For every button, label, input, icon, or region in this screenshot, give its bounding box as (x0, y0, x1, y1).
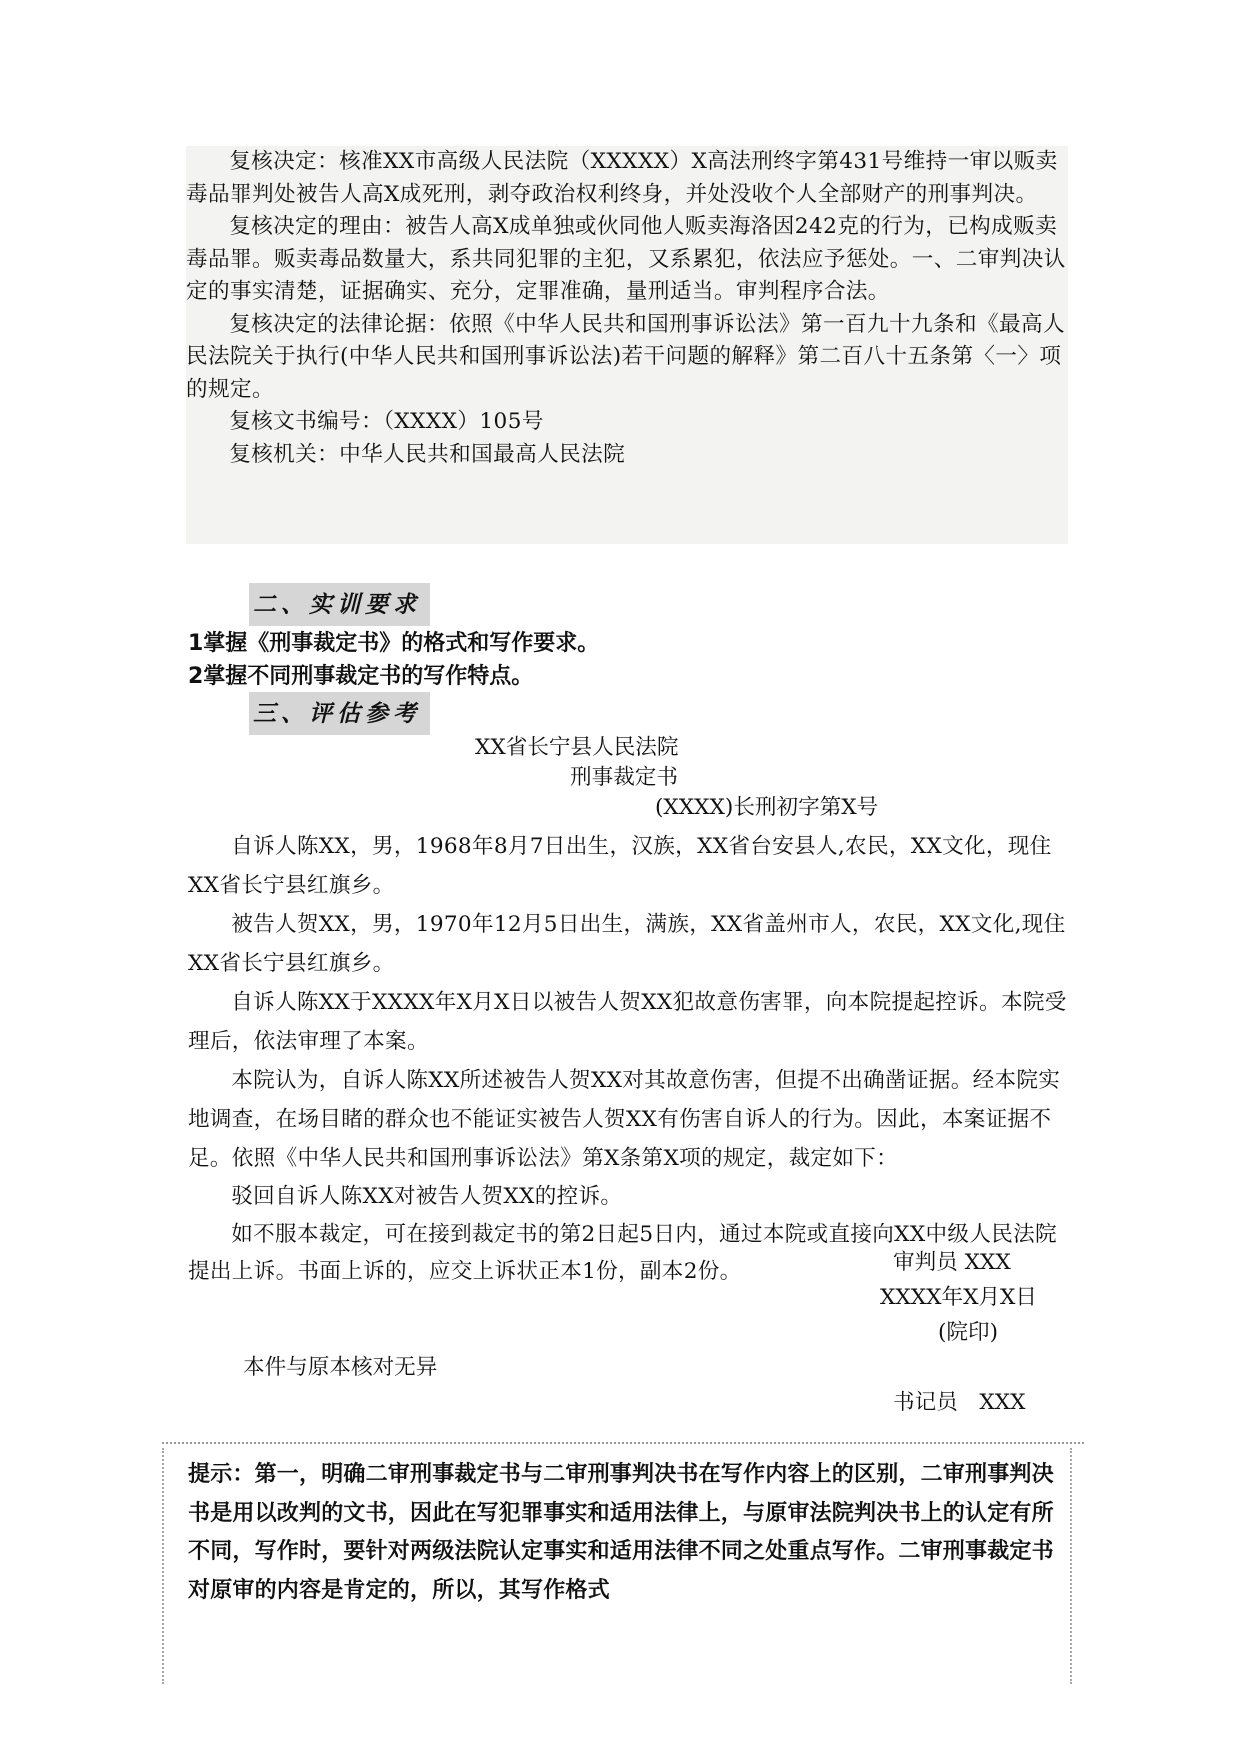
ruling-paragraph: 驳回自诉人陈XX对被告人贺XX的控诉。 (231, 1184, 623, 1209)
requirement-item-2: 2掌握不同刑事裁定书的写作特点。 (188, 664, 534, 689)
review-doc-number: 复核文书编号：（XXXX）105号 (229, 409, 544, 434)
verdict-date: XXXX年X月X日 (880, 1285, 1038, 1310)
hint-box-left-border (162, 1448, 176, 1684)
review-decision-paragraph: 复核决定：核准XX市高级人民法院（XXXXX）X高法刑终字第431号维持一审以贩卖毒品罪判处被告人高X成死刑，剥夺政治权利终身，并处没收个人全部财产的刑事判决。 (186, 149, 1058, 207)
section-heading-training-requirements: 二、实训要求 (249, 583, 430, 626)
judge-signature: 审判员 XXX (893, 1250, 1011, 1275)
requirement-item-1: 1掌握《刑事裁定书》的格式和写作要求。 (188, 631, 600, 656)
review-legal-basis-paragraph: 复核决定的法律论据：依照《中华人民共和国刑事诉讼法》第一百九十九条和《最高人民法院关于执行(中华人民共和国刑事诉讼法)若干问题的解释》第二百八十五条第〈一〉项的规定。 (186, 311, 1065, 402)
clerk-signature: 书记员 XXX (893, 1390, 1026, 1415)
defendant-paragraph: 被告人贺XX，男，1970年12月5日出生，满族，XX省盖州市人，农民，XX文化,现住XX省长宁县红旗乡。 (188, 912, 1066, 976)
court-seal-note: (院印) (938, 1320, 999, 1345)
document-title: 刑事裁定书 (570, 765, 678, 790)
section-heading-assessment-reference: 三、评估参考 (249, 692, 430, 735)
hint-box (162, 1442, 1084, 1684)
court-opinion-paragraph: 本院认为，自诉人陈XX所述被告人贺XX对其故意伤害，但提不出确凿证据。经本院实地调查，在场目睹的群众也不能证实被告人贺XX有伤害自诉人的行为。因此，本案证据不足。依照《中华人民共和国刑事诉讼法》第X条第X项的规定，裁定如下： (188, 1068, 1061, 1171)
plaintiff-paragraph: 自诉人陈XX，男，1968年8月7日出生，汉族，XX省台安县人,农民，XX文化，现住XX省长宁县红旗乡。 (188, 834, 1052, 898)
verdict-body (188, 827, 1068, 1290)
complaint-paragraph: 自诉人陈XX于XXXX年X月X日以被告人贺XX犯故意伤害罪，向本院提起控诉。本院受理后，依法审理了本案。 (188, 990, 1067, 1054)
review-authority: 复核机关：中华人民共和国最高人民法院 (229, 441, 626, 467)
review-decision-block (186, 146, 1068, 544)
hint-text: 提示：第一，明确二审刑事裁定书与二审刑事判决书在写作内容上的区别，二审刑事判决书是用以改判的文书，因此在写犯罪事实和适用法律上，与原审法院判决书上的认定有所不同，写作时，要针对两级法院认定事实和适用法律不同之处重点写作。二审刑事裁定书对原审的内容是肯定的，所以，其写作格式 (188, 1462, 1054, 1603)
appeal-notice-paragraph: 如不服本裁定，可在接到裁定书的第2日起5日内，通过本院或直接向XX中级人民法院提出上诉。书面上诉的，应交上诉状正本1份，副本2份。 (188, 1222, 1057, 1284)
court-name: XX省长宁县人民法院 (475, 735, 679, 760)
case-number: (XXXX)长刑初字第X号 (655, 795, 879, 820)
hint-box-right-border (1070, 1448, 1084, 1684)
verification-note: 本件与原本核对无异 (243, 1355, 438, 1380)
review-reason-paragraph: 复核决定的理由：被告人高X成单独或伙同他人贩卖海洛因242克的行为，已构成贩卖毒品罪。贩卖毒品数量大，系共同犯罪的主犯，又系累犯，依法应予惩处。一、二审判决认定的事实清楚，证据确实、充分，定罪准确，量刑适当。审判程序合法。 (186, 214, 1066, 304)
